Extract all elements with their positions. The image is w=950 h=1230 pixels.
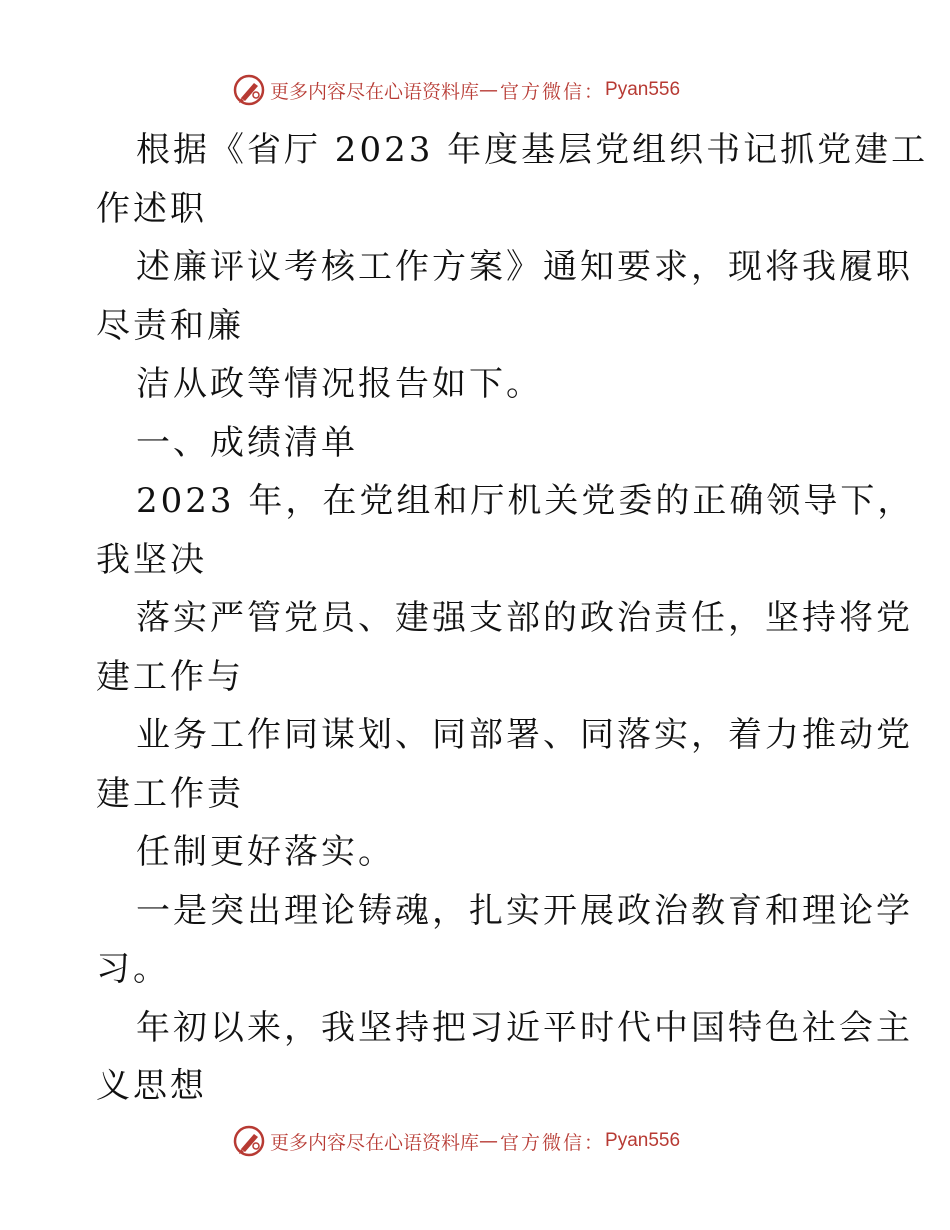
pen-logo-icon (232, 1124, 266, 1158)
footer-watermark (232, 1121, 680, 1161)
body-line: 建工作责 (96, 773, 244, 814)
pen-logo-icon (232, 73, 266, 107)
body-line: 述廉评议考核工作方案》通知要求，现将我履职 (136, 247, 913, 287)
body-line: 业务工作同谋划、同部署、同落实，着力推动党 (136, 715, 913, 755)
body-line: 建工作与 (96, 656, 244, 697)
body-line: 作述职 (96, 188, 207, 229)
watermark-id: Pyan556 (605, 1130, 681, 1151)
watermark-dash: — (479, 1130, 499, 1152)
body-line: 落实严管党员、建强支部的政治责任，坚持将党 (136, 598, 913, 638)
header-watermark (232, 70, 680, 110)
watermark-brand: 更多内容尽在心语资料库 (270, 80, 480, 103)
body-line: 习。 (96, 949, 170, 989)
body-line: 任制更好落实。 (136, 832, 395, 872)
watermark-official: 官方微信： (500, 1131, 606, 1154)
watermark-id: Pyan556 (605, 79, 681, 100)
body-line: 年初以来，我坚持把习近平时代中国特色社会主 (136, 1007, 913, 1048)
body-line: 一是突出理论铸魂，扎实开展政治教育和理论学 (136, 890, 913, 931)
section-heading: 一、成绩清单 (136, 422, 358, 463)
body-line: 尽责和廉 (96, 305, 244, 346)
body-line: 我坚决 (96, 539, 207, 580)
body-line: 2023 年，在党组和厅机关党委的正确领导下， (136, 481, 915, 521)
watermark-official: 官方微信： (500, 80, 606, 103)
body-line: 义思想 (96, 1066, 207, 1106)
watermark-dash: — (479, 79, 499, 101)
body-line: 洁从政等情况报告如下。 (136, 364, 543, 404)
watermark-brand: 更多内容尽在心语资料库 (270, 1131, 480, 1154)
body-line: 根据《省厅 2023 年度基层党组织书记抓党建工 (136, 130, 929, 170)
document-body (96, 121, 929, 1116)
